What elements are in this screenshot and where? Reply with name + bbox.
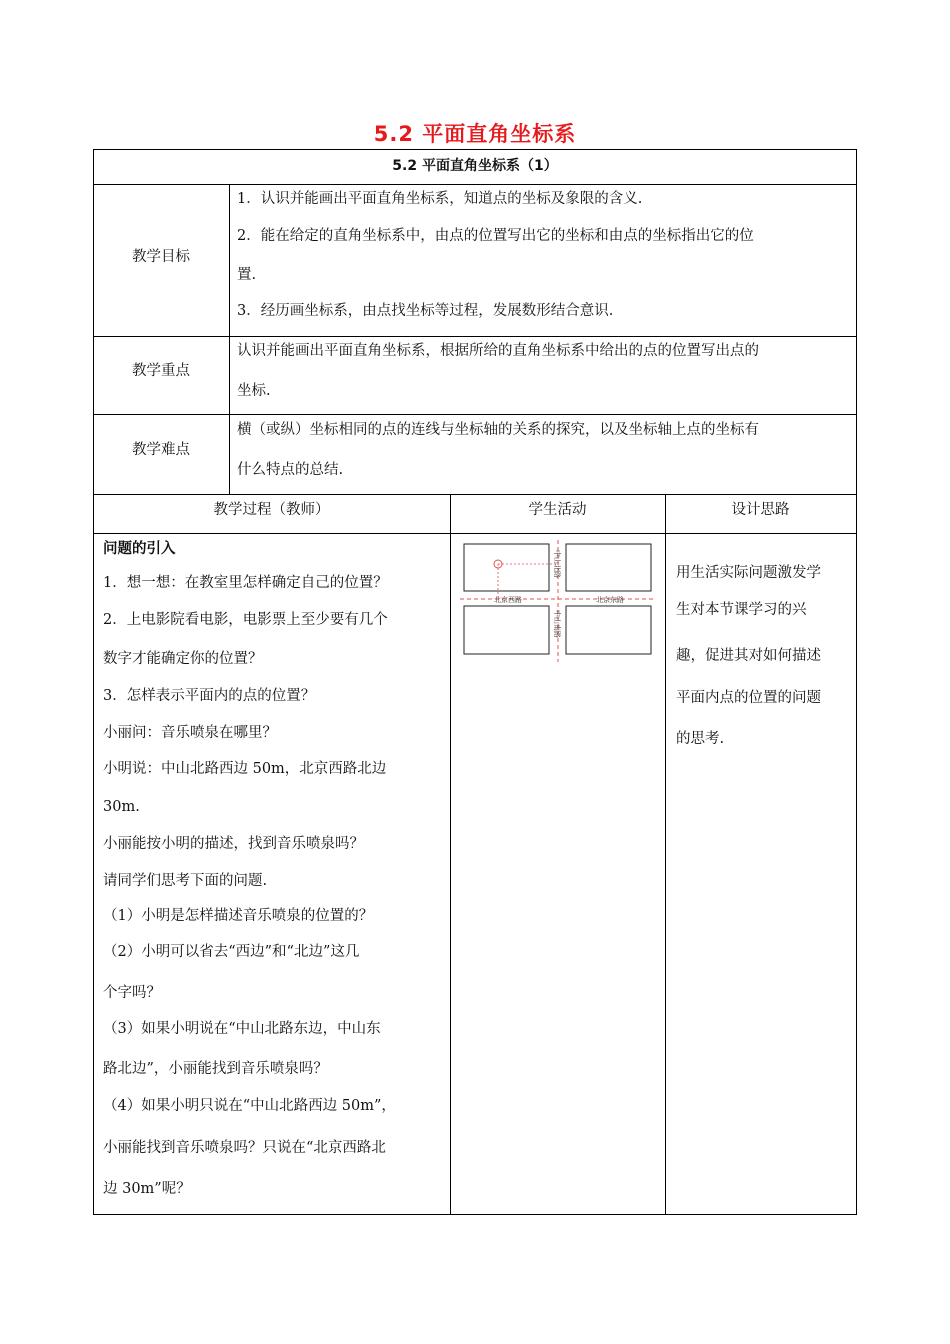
design-line: 的思考. (676, 731, 725, 747)
difficulty-label: 教学难点 (132, 442, 190, 458)
goals-line: 1．认识并能画出平面直角坐标系，知道点的坐标及象限的含义. (237, 191, 643, 207)
process-line: （1）小明是怎样描述音乐喷泉的位置的？ (103, 908, 374, 924)
design-line: 生对本节课学习的兴 (676, 602, 807, 618)
document-title: 5.2 平面直角坐标系 (373, 122, 577, 146)
road-label-east: 北京东路 (596, 596, 624, 604)
key-label: 教学重点 (132, 363, 190, 379)
process-line: 边 30m”呢？ (103, 1181, 191, 1197)
process-line: 小明说：中山北路西边 50m，北京西路北边 (103, 761, 387, 777)
process-line: 3．怎样表示平面内的点的位置？ (103, 688, 316, 704)
process-line: 小丽能找到音乐喷泉吗？只说在“北京西路北 (103, 1140, 386, 1156)
process-line: 30m. (103, 799, 140, 815)
column-header-activity: 学生活动 (528, 502, 587, 518)
design-line: 平面内点的位置的问题 (676, 690, 821, 706)
process-heading: 问题的引入 (103, 541, 176, 557)
process-line: 数字才能确定你的位置？ (103, 651, 263, 667)
goals-line: 置. (237, 267, 257, 283)
process-line: 请同学们思考下面的问题. (103, 873, 268, 889)
svg-text:中山南路: 中山南路 (553, 610, 561, 638)
key-line: 坐标. (237, 383, 271, 399)
lesson-subtitle: 5.2 平面直角坐标系（1） (392, 158, 558, 174)
process-line: 小丽问：音乐喷泉在哪里？ (103, 725, 277, 741)
goals-line: 3．经历画坐标系，由点找坐标等过程，发展数形结合意识. (237, 303, 614, 319)
process-line: 小丽能按小明的描述，找到音乐喷泉吗？ (103, 836, 364, 852)
goals-line: 2．能在给定的直角坐标系中，由点的位置写出它的坐标和由点的坐标指出它的位 (237, 228, 754, 244)
key-line: 认识并能画出平面直角坐标系，根据所给的直角坐标系中给出的点的位置写出点的 (237, 343, 759, 359)
process-line: （3）如果小明说在“中山北路东边，中山东 (103, 1021, 381, 1037)
column-header-process: 教学过程（教师） (213, 502, 330, 518)
goals-label: 教学目标 (132, 249, 190, 265)
difficulty-line: 横（或纵）坐标相同的点的连线与坐标轴的关系的探究，以及坐标轴上点的坐标有 (237, 422, 759, 438)
road-label-west: 北京西路 (494, 596, 522, 604)
process-line: 个字吗？ (103, 985, 161, 1001)
process-line: 2．上电影院看电影，电影票上至少要有几个 (103, 612, 388, 628)
road-label-south (553, 610, 562, 638)
svg-text:中山北路: 中山北路 (553, 550, 561, 578)
road-label-north (553, 550, 562, 578)
column-header-design: 设计思路 (731, 502, 790, 518)
difficulty-line: 什么特点的总结. (237, 462, 344, 478)
design-line: 趣，促进其对如何描述 (676, 648, 821, 664)
process-line: （4）如果小明只说在“中山北路西边 50m”， (103, 1098, 396, 1114)
process-line: 1．想一想：在教室里怎样确定自己的位置？ (103, 575, 388, 591)
design-line: 用生活实际问题激发学 (676, 565, 821, 581)
street-map-figure (460, 540, 656, 662)
process-line: 路北边”，小丽能找到音乐喷泉吗？ (103, 1061, 328, 1077)
process-line: （2）小明可以省去“西边”和“北边”这几 (103, 944, 360, 960)
